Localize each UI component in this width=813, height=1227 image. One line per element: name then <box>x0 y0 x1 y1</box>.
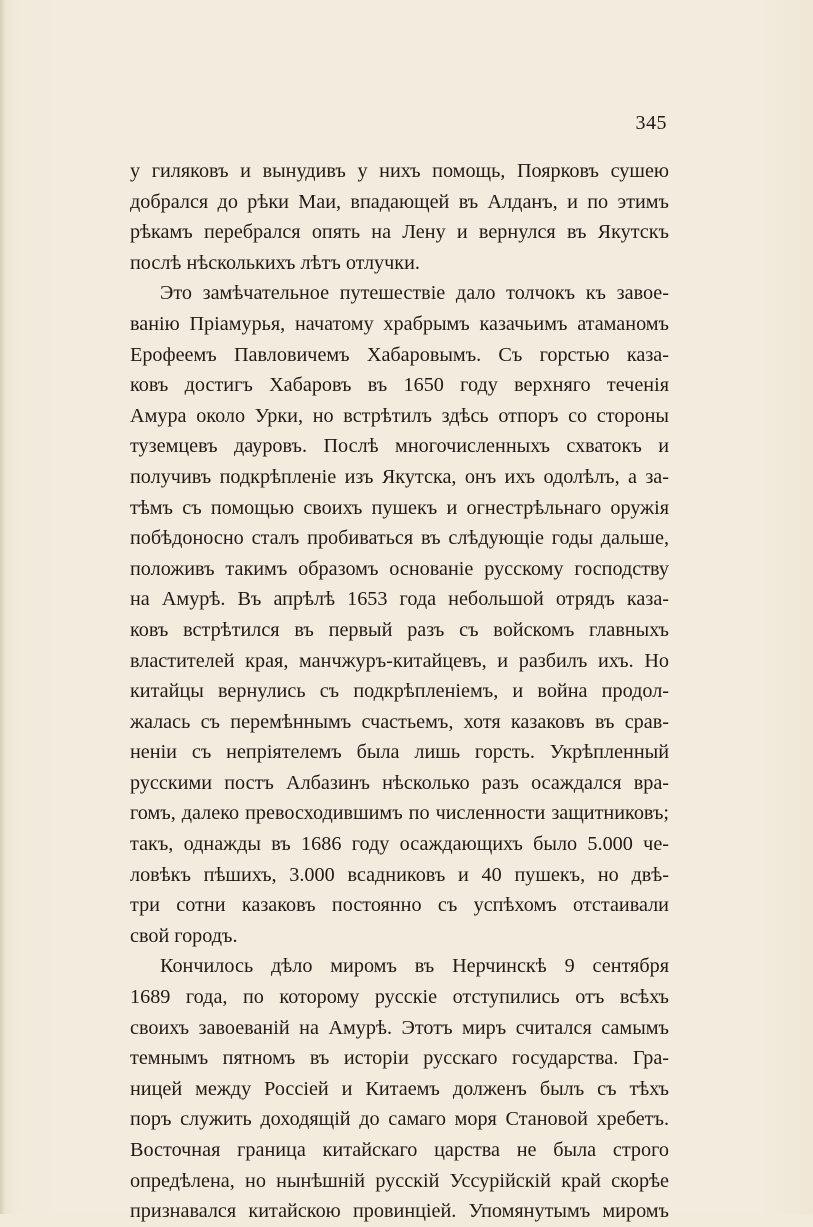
text-line: добрался до рѣки Маи, впадающей въ Алданъ, и по этимъ <box>130 190 669 213</box>
text-line: три сотни казаковъ постоянно съ успѣхомъ отстаивали <box>130 894 669 917</box>
text-line: послѣ нѣсколькихъ лѣтъ отлучки. <box>130 251 420 274</box>
text-line: гомъ, далеко превосходившимъ по численности защитниковъ; <box>130 802 669 825</box>
binding-edge <box>0 0 5 1214</box>
text-line: жалась съ перемѣннымъ счастьемъ, хотя казаковъ въ срав- <box>130 710 669 733</box>
text-line: положивъ такимъ образомъ основаніе русскому господству <box>130 557 669 580</box>
text-line: Кончилось дѣло миромъ въ Нерчинскѣ 9 сентября <box>160 955 669 978</box>
text-line: рѣкамъ перебрался опять на Лену и вернулся въ Якутскъ <box>130 221 669 244</box>
text-line: опредѣлена, но нынѣшній русскій Уссурійскій край скорѣе <box>130 1169 669 1192</box>
text-line: китайцы вернулись съ подкрѣпленіемъ, и война продол- <box>130 680 669 703</box>
text-line: Ерофеемъ Павловичемъ Хабаровымъ. Съ горстью каза- <box>130 343 669 366</box>
text-line: ницей между Россіей и Китаемъ долженъ былъ съ тѣхъ <box>130 1077 669 1100</box>
text-line: туземцевъ дауровъ. Послѣ многочисленныхъ схватокъ и <box>130 435 669 458</box>
text-line: ванію Пріамурья, начатому храбрымъ казачьимъ атаманомъ <box>130 312 669 335</box>
text-line: поръ служить доходящій до самаго моря Становой хребетъ. <box>130 1108 669 1131</box>
text-line: получивъ подкрѣпленіе изъ Якутска, онъ ихъ одолѣлъ, а за- <box>130 465 669 488</box>
text-line: побѣдоносно сталъ пробиваться въ слѣдующіе годы дальше, <box>130 527 669 550</box>
text-line: властителей края, манчжуръ-китайцевъ, и разбилъ ихъ. Но <box>130 649 669 672</box>
text-line: Это замѣчательное путешествіе дало толчокъ къ завое- <box>160 282 669 305</box>
text-line: у гиляковъ и вынудивъ у нихъ помощь, Поярковъ сушею <box>130 160 669 182</box>
text-line: ловѣкъ пѣшихъ, 3.000 всадниковъ и 40 пушекъ, но двѣ- <box>130 863 669 886</box>
text-line: неніи съ непріятелемъ была лишь горсть. Укрѣпленный <box>130 741 669 764</box>
text-line: свой городъ. <box>130 924 238 947</box>
text-line: такъ, однажды въ 1686 году осаждающихъ было 5.000 че- <box>130 833 669 856</box>
page-number: 345 <box>635 112 667 134</box>
text-line: Амура около Урки, но встрѣтилъ здѣсь отпоръ со стороны <box>130 404 669 427</box>
text-line: ковъ достигъ Хабаровъ въ 1650 году верхняго теченія <box>130 374 669 397</box>
text-line: 1689 года, по которому русскіе отступились отъ всѣхъ <box>130 986 669 1009</box>
text-line: признавался китайскою провинціей. Упомянутымъ миромъ <box>130 1200 669 1223</box>
text-line: Восточная граница китайскаго царства не была строго <box>130 1139 669 1161</box>
text-line: темнымъ пятномъ въ исторіи русскаго государства. Гра- <box>130 1047 669 1070</box>
text-line: ковъ встрѣтился въ первый разъ съ войскомъ главныхъ <box>130 618 669 641</box>
text-line: русскими постъ Албазинъ нѣсколько разъ осаждался вра- <box>130 771 669 794</box>
text-line: на Амурѣ. Въ апрѣлѣ 1653 года небольшой отрядъ каза- <box>130 588 669 611</box>
body-text <box>130 156 669 1227</box>
text-line: своихъ завоеваній на Амурѣ. Этотъ миръ считался самымъ <box>130 1016 669 1039</box>
text-line: тѣмъ съ помощью своихъ пушекъ и огнестрѣльнаго оружія <box>130 496 669 519</box>
